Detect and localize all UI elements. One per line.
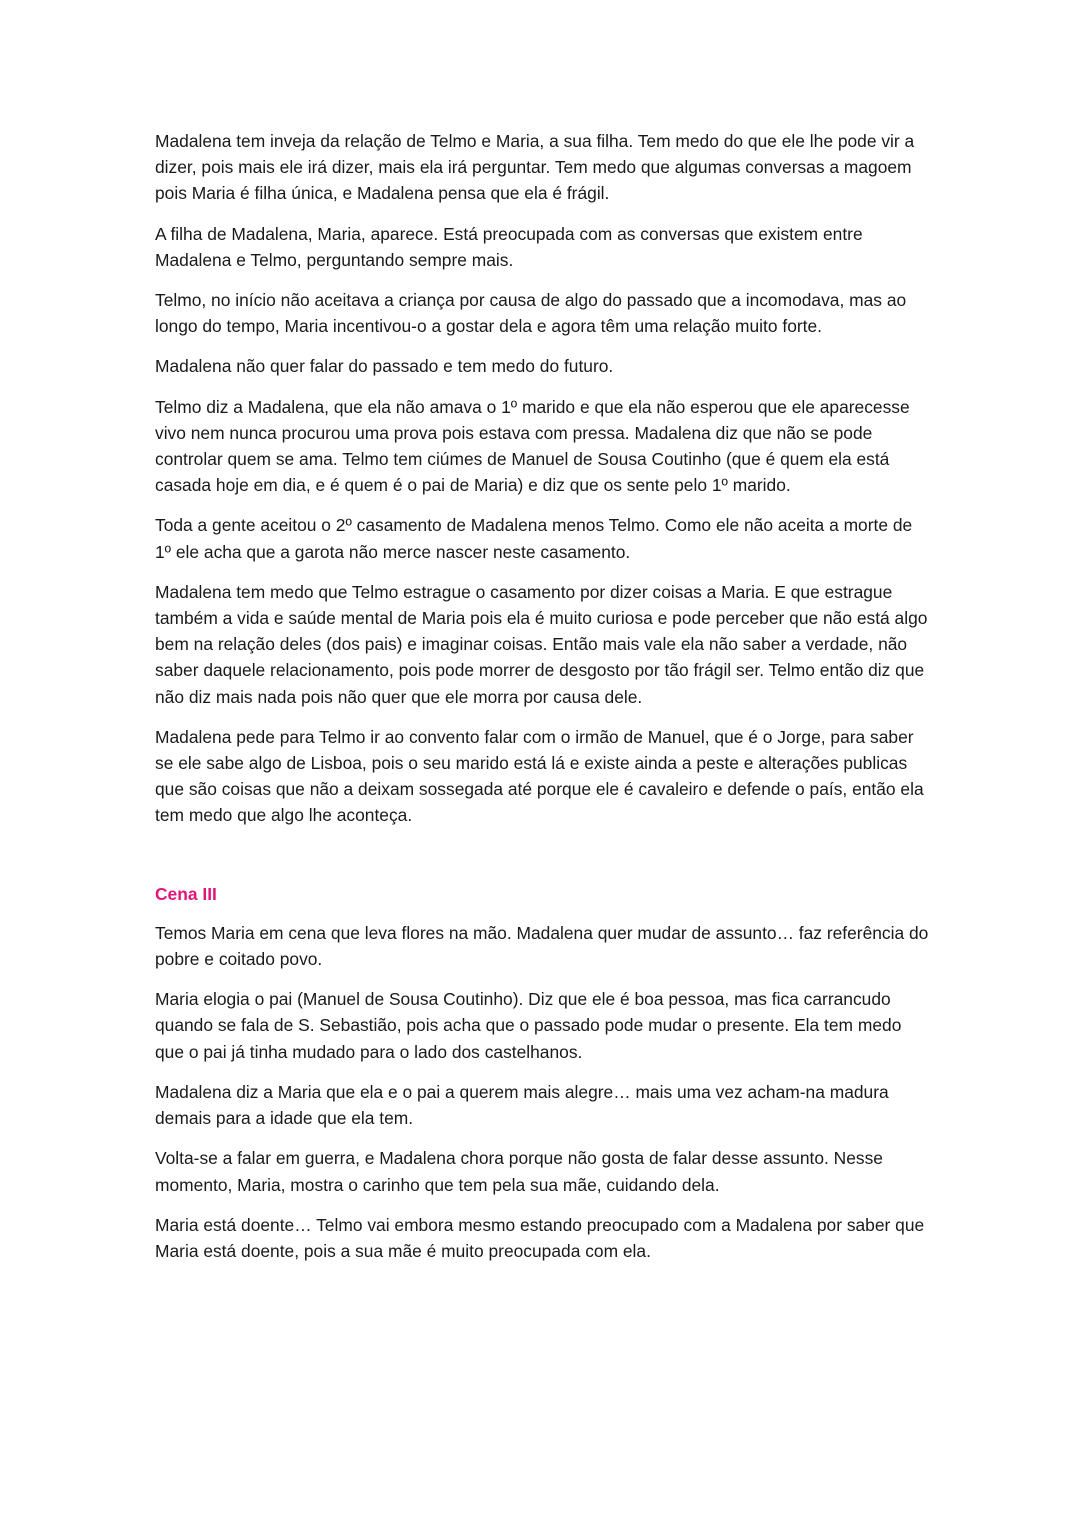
paragraph: Madalena pede para Telmo ir ao convento falar com o irmão de Manuel, que é o Jorge, para saber se ele sabe algo de Lisboa, pois o seu marido está lá e existe ainda a peste e alterações publicas que são coisas que não a deixam sossegada até porque ele é cavaleiro e defende o país, então ela tem medo que algo lhe aconteça. xyxy=(155,726,924,826)
paragraph: Madalena diz a Maria que ela e o pai a querem mais alegre… mais uma vez acham-na madura demais para a idade que ela tem. xyxy=(155,1081,889,1129)
paragraph: Madalena tem medo que Telmo estrague o casamento por dizer coisas a Maria. E que estrague também a vida e saúde mental de Maria pois ela é muito curiosa e pode perceber que não está algo bem na relação deles (dos pais) e imaginar coisas. Então mais vale ela não saber a verdade, não saber daquele relacionamento, pois pode morrer de desgosto por tão frágil ser. Telmo então diz que não diz mais nada pois não quer que ele morra por causa dele. xyxy=(155,581,928,707)
section-cena-iii xyxy=(155,881,930,1264)
paragraph: Madalena não quer falar do passado e tem medo do futuro. xyxy=(155,356,614,377)
paragraph: Madalena tem inveja da relação de Telmo e Maria, a sua filha. Tem medo do que ele lhe pode vir a dizer, pois mais ele irá dizer, mais ela irá perguntar. Tem medo que algumas conversas a magoem pois Maria é filha única, e Madalena pensa que ela é frágil. xyxy=(155,131,915,204)
paragraph: Telmo diz a Madalena, que ela não amava o 1º marido e que ela não esperou que ele aparecesse vivo nem nunca procurou uma prova pois estava com pressa. Madalena diz que não se pode controlar quem se ama. Telmo tem ciúmes de Manuel de Sousa Coutinho (que é quem ela está casada hoje em dia, e é quem é o pai de Maria) e diz que os sente pelo 1º marido. xyxy=(155,396,910,496)
paragraph: Maria está doente… Telmo vai embora mesmo estando preocupado com a Madalena por saber que Maria está doente, pois a sua mãe é muito preocupada com ela. xyxy=(155,1214,925,1261)
section-cena-ii-summary xyxy=(155,128,930,829)
paragraph: Temos Maria em cena que leva flores na mão. Madalena quer mudar de assunto… faz referência do pobre e coitado povo. xyxy=(155,922,929,970)
paragraph: Volta-se a falar em guerra, e Madalena chora porque não gosta de falar desse assunto. Nesse momento, Maria, mostra o carinho que tem pela sua mãe, cuidando dela. xyxy=(155,1148,883,1195)
document-page xyxy=(155,128,930,1278)
section-spacer xyxy=(155,843,930,881)
paragraph: A filha de Madalena, Maria, aparece. Está preocupada com as conversas que existem entre Madalena e Telmo, perguntando sempre mais. xyxy=(155,223,863,270)
paragraph: Telmo, no início não aceitava a criança por causa de algo do passado que a incomodava, mas ao longo do tempo, Maria incentivou-o a gostar dela e agora têm uma relação muito forte. xyxy=(155,290,907,337)
paragraph: Maria elogia o pai (Manuel de Sousa Coutinho). Diz que ele é boa pessoa, mas fica carrancudo quando se fala de S. Sebastião, pois acha que o passado pode mudar o presente. Ela tem medo que o pai já tinha mudado para o lado dos castelhanos. xyxy=(155,989,902,1062)
section-heading: Cena III xyxy=(155,883,217,904)
paragraph: Toda a gente aceitou o 2º casamento de Madalena menos Telmo. Como ele não aceita a morte de 1º ele acha que a garota não merce nascer neste casamento. xyxy=(155,515,913,562)
